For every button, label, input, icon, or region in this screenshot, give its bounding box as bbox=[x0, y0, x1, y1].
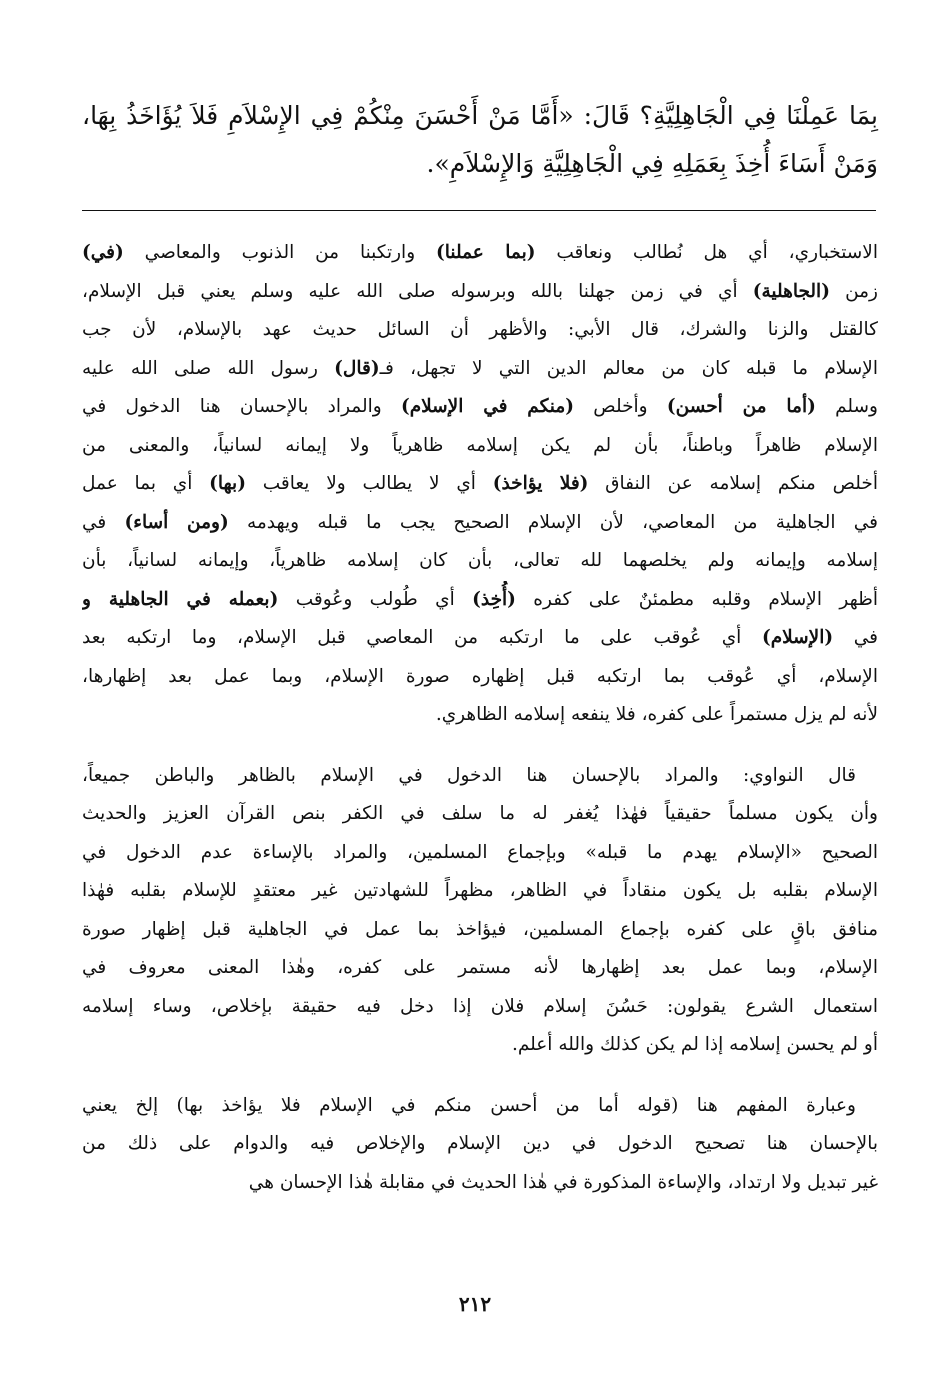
text-line bbox=[82, 1087, 878, 1126]
text-segment: غير تبديل ولا ارتداد، والإساءة المذكورة في هٰذا الحديث في مقابلة هٰذا الإحسان هي bbox=[248, 1171, 878, 1193]
quoted-phrase: (بها) bbox=[209, 473, 246, 494]
quoted-phrase: (بما عملنا) bbox=[436, 242, 536, 263]
text-line bbox=[82, 795, 878, 834]
text-segment: في bbox=[833, 627, 878, 648]
text-line bbox=[82, 619, 878, 658]
text-segment: أخلص منكم إسلامه عن النفاق bbox=[588, 473, 878, 494]
text-line bbox=[82, 757, 878, 796]
quoted-phrase: (أُخِذ) bbox=[472, 588, 516, 610]
text-segment: الإسلام ما قبله كان من معالم الدين التي لا تجهل، فـ bbox=[379, 357, 878, 379]
text-line bbox=[82, 1125, 878, 1164]
text-line bbox=[82, 465, 878, 504]
text-line bbox=[82, 911, 878, 950]
text-segment: أي لا يطالب ولا يعاقب bbox=[245, 473, 493, 494]
text-line bbox=[82, 581, 878, 620]
text-line bbox=[82, 504, 878, 543]
text-segment: والمراد بالإحسان هنا الدخول في bbox=[82, 396, 401, 417]
text-line bbox=[82, 872, 878, 911]
text-line bbox=[82, 234, 878, 273]
text-segment: وأن يكون مسلماً حقيقياً فهٰذا يُغفر له ما سلف في الكفر بنص القرآن العزيز والحديث bbox=[82, 803, 878, 824]
text-segment: الإسلام، أي عُوقب بما ارتكبه قبل إظهاره صورة الإسلام، وبما عمل بعد إظهارها، bbox=[82, 665, 878, 687]
text-segment: أي طُولب وعُوقب bbox=[278, 588, 473, 610]
commentary bbox=[82, 234, 878, 1224]
hadith-text bbox=[82, 92, 878, 188]
footnote-divider bbox=[82, 210, 876, 211]
text-segment: الاستخباري، أي هل نُطالب ونعاقب bbox=[535, 242, 878, 263]
text-segment: وارتكبنا من الذنوب والمعاصي bbox=[123, 242, 437, 263]
text-segment: وسلم bbox=[815, 396, 878, 417]
hadith-line: بِمَا عَمِلْنَا فِي الْجَاهِلِيَّةِ؟ قَالَ: «أَمَّا مَنْ أَحْسَنَ مِنْكُمْ فِي الإِسْلاَمِ فَلاَ يُؤَاخَذُ بِهَا، bbox=[82, 101, 878, 130]
text-segment: قال النواوي: والمراد بالإحسان هنا الدخول في الإسلام بالظاهر والباطن جميعاً، bbox=[82, 764, 856, 786]
text-line bbox=[82, 949, 878, 988]
quoted-phrase: (منكم في الإسلام) bbox=[400, 396, 575, 417]
quoted-phrase: (الجاهلية) bbox=[752, 280, 830, 302]
quoted-phrase: (ومن أساء) bbox=[124, 511, 229, 533]
text-line bbox=[82, 834, 878, 873]
quoted-phrase: (بعمله في الجاهلية و bbox=[82, 588, 279, 610]
text-segment: كالقتل والزنا والشرك، قال الأبي: والأظهر أن السائل حديث عهد بالإسلام، لأن جب bbox=[82, 319, 878, 340]
text-line bbox=[82, 273, 878, 312]
quoted-phrase: (أما من أحسن) bbox=[666, 396, 816, 417]
text-segment: الإسلام، وبما عمل بعد إظهارها لأنه مستمر على كفره، وهٰذا المعنى معروف في bbox=[82, 957, 878, 978]
text-line bbox=[82, 696, 878, 735]
hadith-line: وَمَنْ أَسَاءَ أُخِذَ بِعَمَلِهِ فِي الْجَاهِلِيَّةِ وَالإِسْلاَمِ». bbox=[426, 149, 878, 178]
text-segment: منافق باقٍ على كفره بإجماع المسلمين، فيؤاخذ بما عمل في الجاهلية قبل إظهار صورة bbox=[82, 918, 878, 940]
commentary-paragraph bbox=[82, 1087, 878, 1203]
text-segment: بالإحسان هنا تصحيح الدخول في دين الإسلام والإخلاص فيه والدوام على ذلك من bbox=[82, 1133, 878, 1154]
text-segment: في bbox=[82, 511, 125, 533]
text-segment: أي عُوقب على ما ارتكبه من المعاصي قبل الإسلام، وما ارتكبه بعد bbox=[82, 627, 762, 648]
quoted-phrase: (فلا يؤاخذ) bbox=[492, 473, 589, 494]
text-line bbox=[82, 350, 878, 389]
text-line bbox=[82, 658, 878, 697]
text-line bbox=[82, 311, 878, 350]
text-segment: الإسلام ظاهراً وباطناً، بأن لم يكن إسلامه ظاهرياً ولا إيمانه لسانياً، والمعنى من bbox=[82, 434, 878, 456]
quoted-phrase: (في) bbox=[82, 242, 124, 263]
commentary-paragraph bbox=[82, 234, 878, 735]
text-line bbox=[82, 988, 878, 1027]
text-line bbox=[82, 388, 878, 427]
text-segment: أي في زمن جهلنا بالله وبرسوله صلى الله عليه وسلم يعني قبل الإسلام، bbox=[82, 280, 753, 302]
quoted-phrase: (قال) bbox=[334, 357, 380, 379]
text-segment: زمن bbox=[829, 280, 878, 302]
text-segment: الإسلام بقلبه بل يكون منقاداً في الظاهر، مظهراً للشهادتين غير معتقدٍ للإسلام بقلبه فهٰذا bbox=[82, 880, 878, 901]
text-line bbox=[82, 1164, 878, 1203]
page-number: ٢١٢ bbox=[458, 1292, 492, 1316]
text-segment: لأنه لم يزل مستمراً على كفره، فلا ينفعه إسلامه الظاهري. bbox=[435, 704, 878, 725]
text-segment: استعمال الشرع يقولون: حَسُنَ إسلام فلان إذا دخل فيه حقيقة بإخلاص، وساء إسلامه bbox=[82, 995, 878, 1017]
text-segment: رسول الله صلى الله عليه bbox=[82, 357, 335, 379]
text-segment: أي بما عمل bbox=[82, 473, 210, 494]
text-segment: وعبارة المفهم هنا (قوله أما من أحسن منكم في الإسلام فلا يؤاخذ بها) إلخ يعني bbox=[82, 1094, 856, 1116]
text-line bbox=[82, 542, 878, 581]
text-segment: وأخلص bbox=[574, 396, 667, 417]
text-segment: الصحيح «الإسلام يهدم ما قبله» وبإجماع المسلمين، والمراد بالإساءة عدم الدخول في bbox=[82, 841, 878, 863]
text-line bbox=[82, 427, 878, 466]
text-segment: في الجاهلية من المعاصي، لأن الإسلام الصحيح يجب ما قبله ويهدمه bbox=[228, 511, 878, 533]
text-segment: إسلامه وإيمانه ولم يخلصهما لله تعالى، بأن كان إسلامه ظاهرياً، وإيمانه لسانياً، بأن bbox=[82, 550, 878, 571]
commentary-paragraph bbox=[82, 757, 878, 1065]
quoted-phrase: (الإسلام) bbox=[761, 627, 834, 648]
text-line bbox=[82, 1026, 878, 1065]
text-segment: أو لم يحسن إسلامه إذا لم يكن كذلك والله أعلم. bbox=[511, 1034, 878, 1055]
text-segment: أظهر الإسلام وقلبه مطمئنٌ على كفره bbox=[515, 588, 878, 610]
